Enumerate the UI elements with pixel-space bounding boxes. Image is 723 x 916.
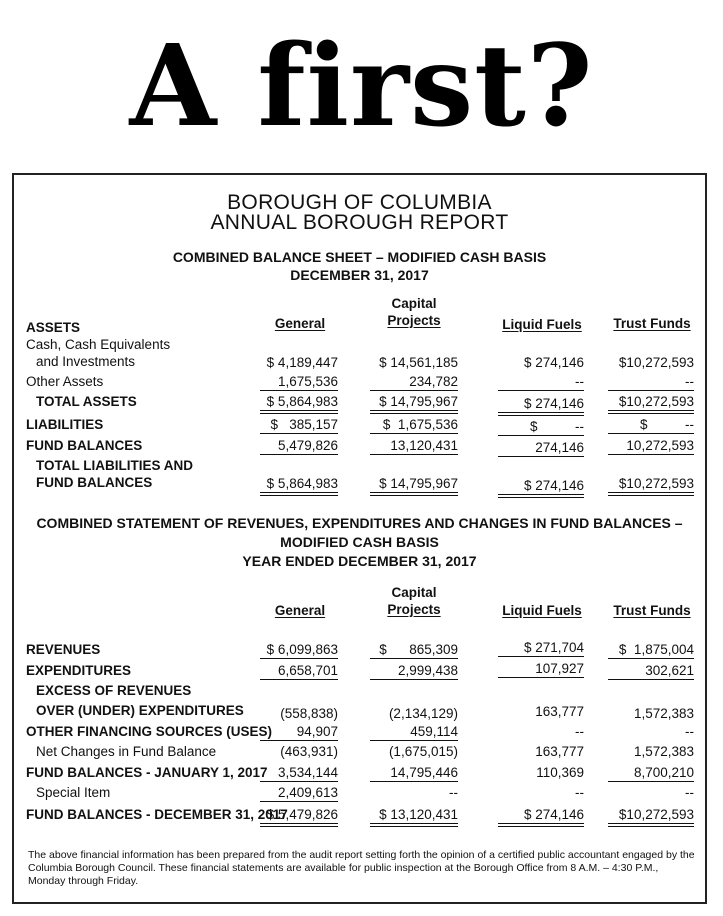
excess-trust-funds: 1,572,383 [633, 706, 694, 721]
report-title-line2: ANNUAL BOROUGH REPORT [210, 211, 509, 234]
other-liquid-fuels: -- [498, 374, 584, 391]
cash-liquid-fuels: $ 274,146 [523, 355, 584, 370]
fb-jan-liquid-fuels: 110,369 [536, 765, 584, 780]
cash-label-line2: and Investments [36, 354, 136, 369]
total-liab-liquid-fuels: $ 274,146 [498, 478, 584, 498]
other-financing-label: OTHER FINANCING SOURCES (USES) [26, 724, 273, 739]
balance-sheet-date: DECEMBER 31, 2017 [290, 267, 429, 283]
borough-report-notice [12, 173, 707, 904]
fb-dec-general: $ 5,479,826 [260, 807, 338, 827]
fb-jan-general: 3,534,144 [260, 765, 338, 782]
liabilities-liquid-fuels: $ -- [498, 419, 584, 436]
other-assets-label: Other Assets [26, 374, 104, 389]
fb-jan-capital: 14,795,446 [370, 765, 458, 782]
liabilities-label: LIABILITIES [26, 417, 104, 432]
fb-dec-liquid-fuels: $ 274,146 [498, 807, 584, 827]
revenues-label: REVENUES [26, 642, 101, 657]
stmt-col-liquid-fuels: Liquid Fuels [502, 603, 582, 618]
assets-heading: ASSETS [26, 320, 81, 335]
financing-liquid-fuels: -- [575, 724, 584, 739]
liabilities-general: $ 385,157 [260, 417, 338, 434]
net-change-liquid-fuels: 163,777 [535, 744, 584, 759]
revenues-trust-funds: $ 1,875,004 [608, 642, 694, 659]
col-trust-funds: Trust Funds [613, 316, 691, 331]
expenditures-capital: 2,999,438 [370, 663, 458, 680]
fund-balances-trust-funds: 10,272,593 [608, 438, 694, 455]
cash-capital: $ 14,561,185 [379, 355, 458, 370]
fb-dec-capital: $ 13,120,431 [370, 807, 458, 827]
revenues-capital: $ 865,309 [370, 642, 458, 659]
net-change-general: (463,931) [280, 744, 338, 759]
special-liquid-fuels: -- [575, 785, 584, 800]
financing-capital: 459,114 [370, 724, 458, 741]
cash-trust-funds: $10,272,593 [618, 355, 694, 370]
statement-title-line3: YEAR ENDED DECEMBER 31, 2017 [242, 553, 477, 569]
cash-label-line1: Cash, Cash Equivalents [26, 337, 171, 352]
stmt-col-capital-projects: Projects [387, 602, 441, 617]
total-liab-general: $ 5,864,983 [260, 476, 338, 496]
total-liab-label-line1: TOTAL LIABILITIES AND [36, 458, 193, 473]
excess-general: (558,838) [280, 706, 338, 721]
balance-sheet-title: COMBINED BALANCE SHEET – MODIFIED CASH BASIS [172, 249, 547, 265]
net-change-capital: (1,675,015) [388, 744, 458, 759]
other-capital: 234,782 [370, 374, 458, 391]
fund-balances-capital: 13,120,431 [370, 438, 458, 455]
special-item-label: Special Item [36, 785, 111, 800]
fund-balances-jan-label: FUND BALANCES - JANUARY 1, 2017 [26, 765, 268, 780]
expenditures-liquid-fuels: 107,927 [498, 661, 584, 678]
total-liab-trust-funds: $10,272,593 [608, 476, 694, 496]
total-liab-label-line2: FUND BALANCES [36, 475, 153, 490]
statement-title-line1: COMBINED STATEMENT OF REVENUES, EXPENDITURES AND CHANGES IN FUND BALANCES – [36, 515, 683, 531]
excess-liquid-fuels: 163,777 [535, 704, 584, 719]
excess-capital: (2,134,129) [388, 706, 458, 721]
fund-balances-general: 5,479,826 [260, 438, 338, 455]
special-trust-funds: -- [685, 785, 694, 800]
col-general: General [274, 316, 326, 331]
footnote: The above financial information has been prepared from the audit report setting forth the opinion of a certified public accountant engaged by the Columbia Borough Council. These financial statements are available for public inspection at the Borough Office from 8 A.M. – 4:30 P.M., Monday through Friday. [28, 849, 695, 887]
financing-general: 94,907 [260, 724, 338, 741]
expenditures-general: 6,658,701 [260, 663, 338, 680]
total-assets-capital: $ 14,795,967 [370, 394, 458, 414]
special-general: 2,409,613 [260, 785, 338, 802]
excess-label-line1: EXCESS OF REVENUES [36, 683, 192, 698]
stmt-col-capital-top: Capital [391, 585, 437, 600]
liabilities-trust-funds: $ -- [608, 417, 694, 434]
col-capital-top: Capital [391, 296, 437, 311]
revenues-liquid-fuels: $ 271,704 [498, 640, 584, 657]
net-change-trust-funds: 1,572,383 [633, 744, 694, 759]
excess-label-line2: OVER (UNDER) EXPENDITURES [36, 703, 244, 718]
col-capital-projects: Projects [387, 313, 441, 328]
stmt-col-general: General [274, 603, 326, 618]
total-assets-general: $ 5,864,983 [260, 394, 338, 414]
expenditures-trust-funds: 302,621 [608, 663, 694, 680]
financing-trust-funds: -- [685, 724, 694, 739]
liabilities-capital: $ 1,675,536 [370, 417, 458, 434]
stmt-col-trust-funds: Trust Funds [613, 603, 691, 618]
statement-title-line2: MODIFIED CASH BASIS [280, 534, 439, 550]
fund-balances-liquid-fuels: 274,146 [498, 440, 584, 457]
fund-balances-label: FUND BALANCES [26, 438, 143, 453]
other-trust-funds: -- [608, 374, 694, 391]
revenues-general: $ 6,099,863 [260, 642, 338, 659]
col-liquid-fuels: Liquid Fuels [502, 317, 582, 332]
headline: A first? [129, 21, 594, 152]
cash-general: $ 4,189,447 [266, 355, 338, 370]
report-title-line1: BOROUGH OF COLUMBIA [227, 191, 492, 214]
other-general: 1,675,536 [260, 374, 338, 391]
expenditures-label: EXPENDITURES [26, 663, 132, 678]
fb-dec-trust-funds: $10,272,593 [608, 807, 694, 827]
fb-jan-trust-funds: 8,700,210 [608, 765, 694, 782]
special-capital: -- [449, 785, 458, 800]
total-assets-label: TOTAL ASSETS [36, 394, 137, 409]
fund-balances-dec-label: FUND BALANCES - DECEMBER 31, 2017 [26, 807, 288, 822]
net-change-label: Net Changes in Fund Balance [36, 744, 217, 759]
total-assets-liquid-fuels: $ 274,146 [498, 396, 584, 416]
total-assets-trust-funds: $10,272,593 [608, 394, 694, 414]
total-liab-capital: $ 14,795,967 [370, 476, 458, 496]
